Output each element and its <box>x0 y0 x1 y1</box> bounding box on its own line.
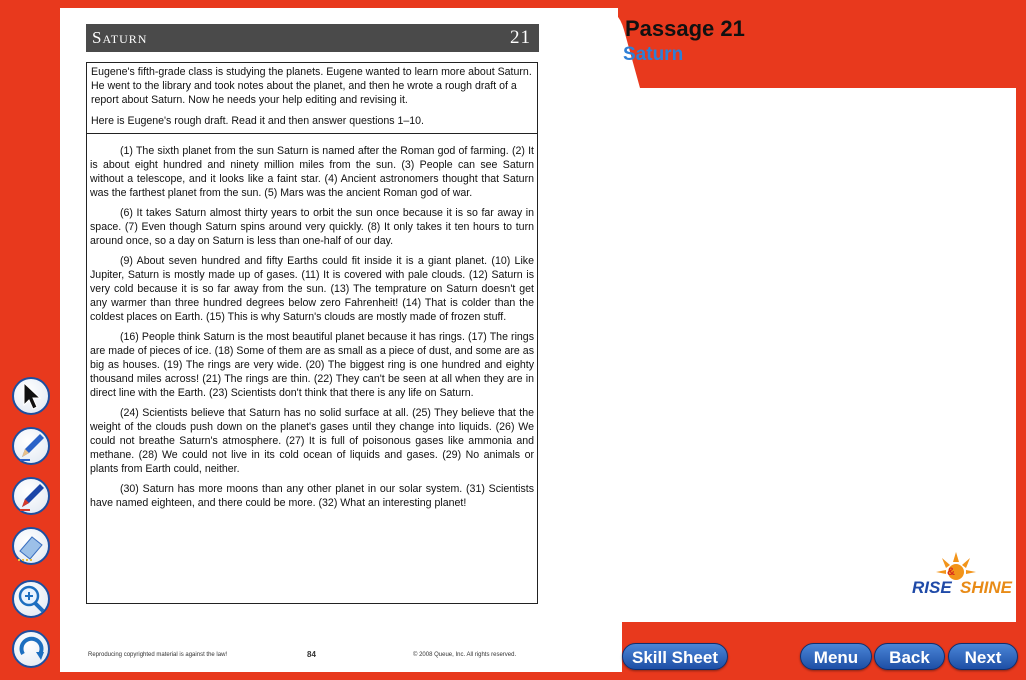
eraser-icon <box>14 529 48 563</box>
footer-copyright-warning: Reproducing copyrighted material is against the law! <box>88 652 228 658</box>
draft-paragraph-5: (24) Scientists believe that Saturn has no solid surface at all. (25) They believe that the weight of the clouds push down on the planet's gases until they change into liquids. (26) We could not breathe Saturn's atmosphere. (27) It is full of poisonous gases like ammonia and methane. (28) We could not live in its cold ocean of liquids and gases. (29) No animals or plants from Earth could, neither. <box>90 407 534 475</box>
pointer-tool-button[interactable] <box>12 377 50 415</box>
logo-word-rise: RISE <box>912 578 952 597</box>
zoom-tool-button[interactable] <box>12 580 50 618</box>
pen-tool-button[interactable] <box>12 427 50 465</box>
rough-draft-box <box>86 133 538 604</box>
pen-blue-icon <box>14 429 48 463</box>
passage-subtitle: Saturn <box>623 44 684 65</box>
passage-header-title: Saturn <box>92 28 148 47</box>
rise-and-shine-logo <box>912 552 1012 604</box>
intro-instruction: Here is Eugene's rough draft. Read it and then answer questions 1–10. <box>91 115 424 127</box>
intro-box <box>86 62 538 134</box>
pen-highlighter-icon <box>14 479 48 513</box>
eraser-tool-button[interactable] <box>12 527 50 565</box>
back-button[interactable]: Back <box>874 643 945 670</box>
skill-sheet-button[interactable]: Skill Sheet <box>622 643 728 670</box>
pointer-icon <box>14 379 48 413</box>
draft-paragraph-3: (9) About seven hundred and fifty Earths could fit inside it is a giant planet. (10) Like Jupiter, Saturn is mostly made up of gases. (11) It is covered with pale clouds. (12) Saturn is very cold because it is so far away from the sun. (13) The temprature on Saturn doesn't get any warmer than three hundred degrees below zero Fahrenheit! (14) That is colder than the coldest places on Earth. (15) This is why Saturn's clouds are mostly made of frozen stuff. <box>90 255 534 323</box>
logo-ampersand: & <box>947 566 955 578</box>
draft-paragraph-4: (16) People think Saturn is the most beautiful planet because it has rings. (17) The rings are made of pieces of ice. (18) Some of them are as small as a piece of dust, and some are as big as houses. (19) The rings are very wide. (20) The biggest ring is one hundred and eighty thousand miles across! (21) The rings are thin. (22) They can't be seen at all when they are in direct line with the Earth. (23) Scientists don't think that there is any life on Saturn. <box>90 331 534 399</box>
menu-button[interactable]: Menu <box>800 643 872 670</box>
reset-tool-button[interactable] <box>12 630 50 668</box>
passage-header-number: 21 <box>510 27 531 48</box>
draft-paragraph-2: (6) It takes Saturn almost thirty years to orbit the sun once because it is so far away in space. (7) Even though Saturn spins around very quickly. (8) It only takes it ten hours to turn around once, so a day on Saturn is less than one-half of our day. <box>90 207 534 247</box>
highlighter-tool-button[interactable] <box>12 477 50 515</box>
logo-word-shine: SHINE <box>960 578 1012 597</box>
refresh-icon <box>14 632 48 666</box>
intro-paragraph: Eugene's fifth-grade class is studying the planets. Eugene wanted to learn more about Saturn. He went to the library and took notes about the planet, and then he wrote a rough draft of a report about Saturn. Now he needs your help editing and revising it. <box>91 66 532 106</box>
answer-panel <box>622 90 1016 620</box>
zoom-in-icon <box>14 582 48 616</box>
passage-title: Passage 21 <box>625 16 745 41</box>
next-button[interactable]: Next <box>948 643 1018 670</box>
footer-rights: © 2008 Queue, Inc. All rights reserved. <box>413 652 517 658</box>
draft-paragraph-6: (30) Saturn has more moons than any other planet in our solar system. (31) Scientists have named eighteen, and there could be more. (32) What an interesting planet! <box>90 483 534 509</box>
passage-header <box>86 24 539 52</box>
footer-page-number: 84 <box>307 650 316 659</box>
draft-paragraph-1: (1) The sixth planet from the sun Saturn is named after the Roman god of farming. (2) It is about eight hundred and ninety million miles from the sun. (3) People can see Saturn without a telescope, and it looks like a faint star. (4) Ancient astronomers thought that Saturn was the farthest planet from the sun. (5) Mars was the ancient Roman god of war. <box>90 145 534 199</box>
